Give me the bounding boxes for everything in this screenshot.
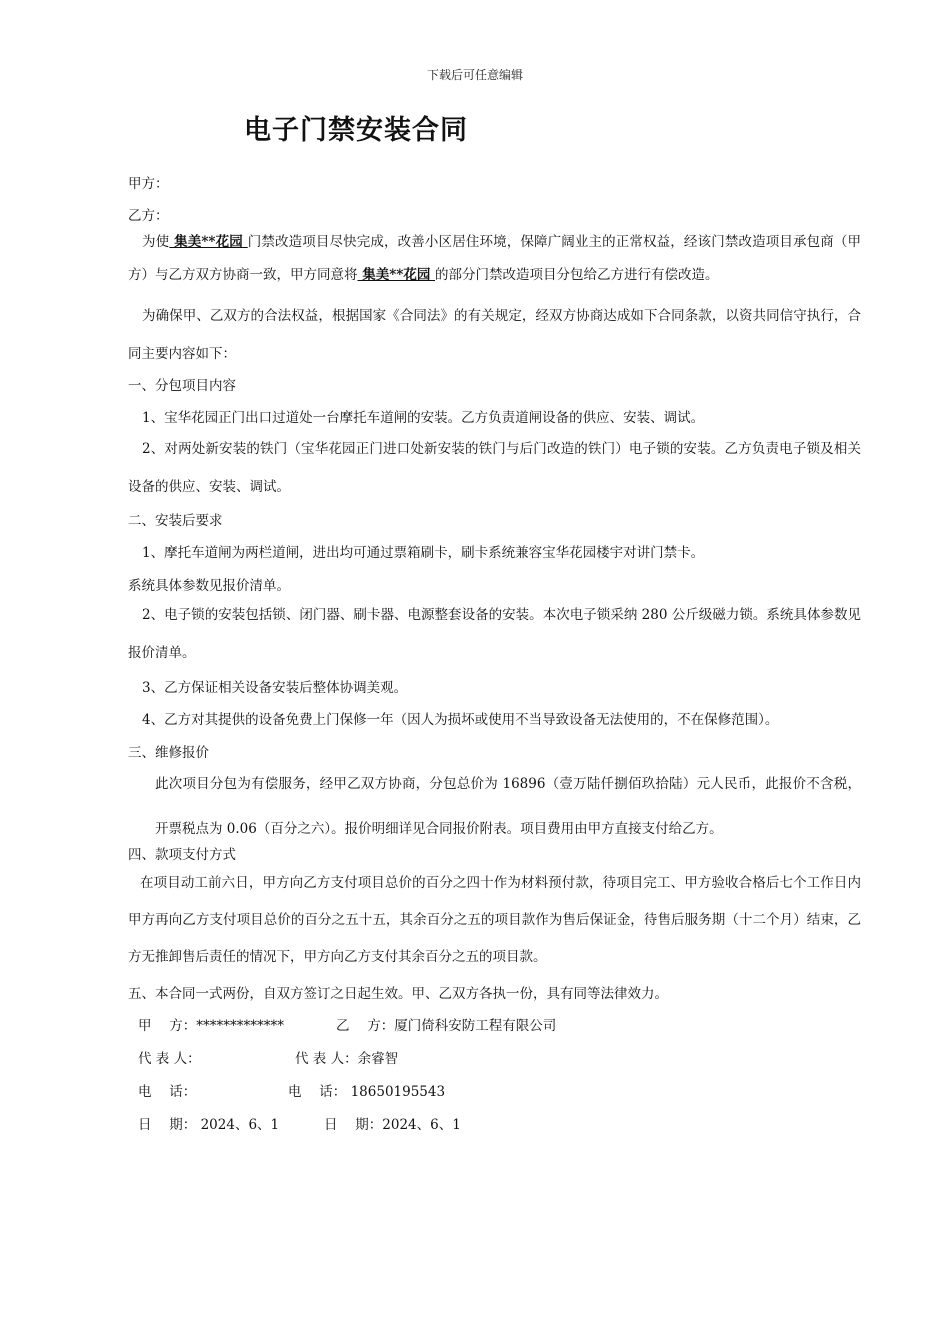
party-b-label: 乙方： bbox=[128, 208, 169, 224]
section-5-text: 五、本合同一式两份，自双方签订之日起生效。甲、乙双方各执一份，具有同等法律效力。 bbox=[128, 986, 668, 1002]
section-4-paragraph: 在项目动工前六日，甲方向乙方支付项目总价的百分之四十作为材料预付款，待项目完工、甲方验收合格后七个工作日内甲方再向乙方支付项目总价的百分之五十五，其余百分之五的项目款作为售后保证金，待售后服务期（十二个月）结束，乙方无推卸售后责任的情况下，甲方向乙方支付其余百分之五的项目款。 bbox=[128, 875, 861, 965]
party-a-label: 甲方： bbox=[128, 176, 169, 192]
section-2-item-2: 2、电子锁的安装包括锁、闭门器、刷卡器、电源整套设备的安装。本次电子锁采纳 280 公斤级磁力锁。系统具体参数见报价清单。 bbox=[128, 607, 861, 661]
section-4-heading: 四、款项支付方式 bbox=[128, 847, 236, 863]
section-1-item-1: 1、宝华花园正门出口过道处一台摩托车道闸的安装。乙方负责道闸设备的供应、安装、调试。 bbox=[142, 410, 705, 426]
signature-date-b: 日 期：2024、6、1 bbox=[324, 1117, 461, 1133]
intro-text: 的部分门禁改造项目分包给乙方进行有偿改造。 bbox=[435, 267, 719, 283]
intro-paragraph-1 bbox=[128, 226, 861, 292]
section-2-item-1-note: 系统具体参数见报价清单。 bbox=[128, 578, 290, 594]
signature-tel-a: 电 话： bbox=[138, 1084, 197, 1100]
signature-party-a: 甲 方：************* bbox=[138, 1018, 285, 1034]
section-2-item-3: 3、乙方保证相关设备安装后整体协调美观。 bbox=[142, 680, 408, 696]
section-3-paragraph: 此次项目分包为有偿服务，经甲乙双方协商，分包总价为 16896（壹万陆仟捌佰玖拾陆）元人民币，此报价不含税，开票税点为 0.06（百分之六）。报价明细详见合同报价附表。项目费用由甲方直接支付给乙方。 bbox=[155, 776, 861, 837]
project-name: 集美**花园 bbox=[169, 234, 248, 250]
section-2-item-1: 1、摩托车道闸为两栏道闸，进出均可通过票箱刷卡，刷卡系统兼容宝华花园楼宇对讲门禁卡。 bbox=[142, 545, 705, 561]
signature-tel-b: 电 话： 18650195543 bbox=[288, 1084, 446, 1100]
section-1-heading: 一、分包项目内容 bbox=[128, 378, 236, 394]
signature-party-b: 乙 方：厦门倚科安防工程有限公司 bbox=[336, 1018, 557, 1034]
signature-date-a: 日 期： 2024、6、1 bbox=[138, 1117, 280, 1133]
page-header-note: 下载后可任意编辑 bbox=[426, 68, 523, 82]
section-3-heading: 三、维修报价 bbox=[128, 745, 209, 761]
document-title: 电子门禁安装合同 bbox=[244, 115, 468, 146]
section-2-item-4: 4、乙方对其提供的设备免费上门保修一年（因人为损坏或使用不当导致设备无法使用的，不在保修范围）。 bbox=[142, 712, 779, 728]
project-name: 集美**花园 bbox=[357, 267, 436, 283]
signature-rep-a: 代 表 人： bbox=[138, 1051, 201, 1067]
signature-rep-b: 代 表 人：余睿智 bbox=[295, 1051, 399, 1067]
section-1-item-2: 2、对两处新安装的铁门（宝华花园正门进口处新安装的铁门与后门改造的铁门）电子锁的安装。乙方负责电子锁及相关设备的供应、安装、调试。 bbox=[128, 441, 861, 495]
section-2-heading: 二、安装后要求 bbox=[128, 513, 223, 529]
intro-text: 为使 bbox=[142, 234, 170, 250]
intro-text: 门禁改造项目尽快完成，改善小区居住环境，保障广阔业主的正常权益，经该门禁改造项目承包商（甲方）与乙方双方协商一致，甲方同意将 bbox=[128, 234, 862, 283]
intro-paragraph-2: 为确保甲、乙双方的合法权益，根据国家《合同法》的有关规定，经双方协商达成如下合同条款，以资共同信守执行，合同主要内容如下： bbox=[128, 308, 861, 362]
